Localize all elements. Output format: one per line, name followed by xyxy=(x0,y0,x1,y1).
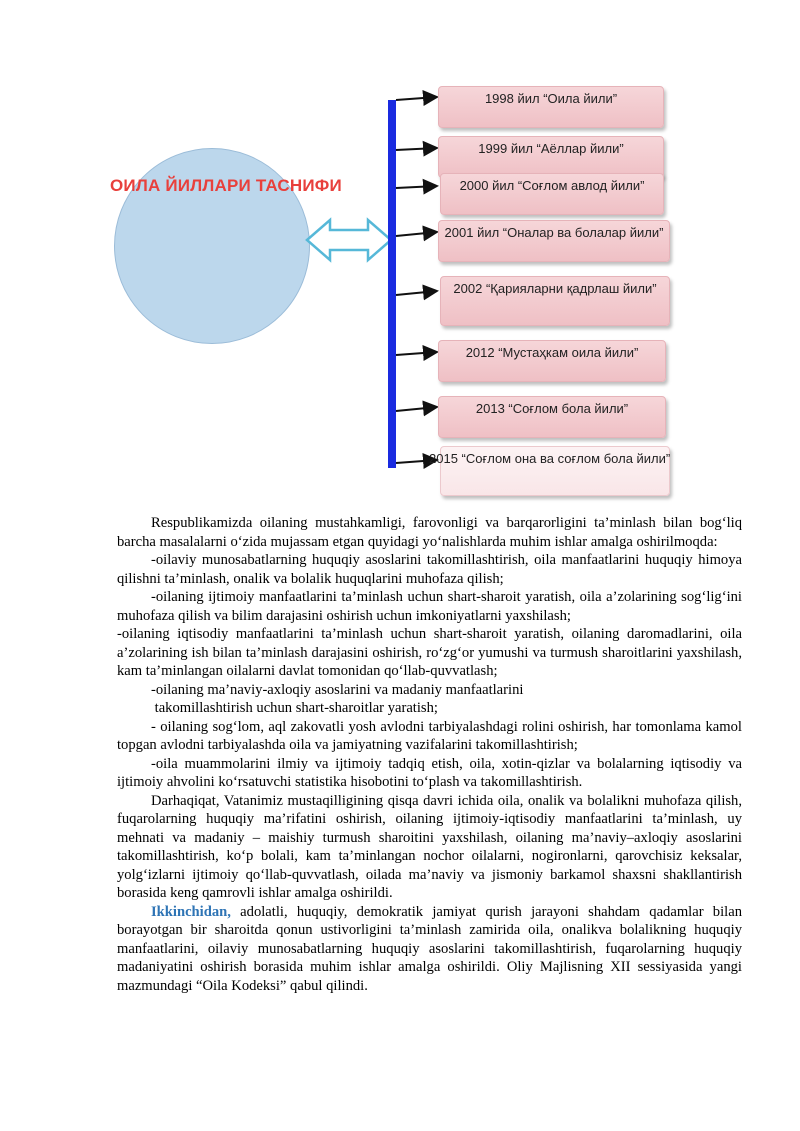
paragraph-item-3: -oilaning iqtisodiy manfaatlarini ta’minlash uchun shart-sharoit yaratish, oilaning daromadlarini, oila a’zolarining ish bilan ta’minlash darajasini oshirish, ro‘zg‘or yumushi va turmush sharoitlarini yaxshilash, kam ta’minlangan oilalarni davlat tomonidan qo‘llab-quvvatlash; xyxy=(117,626,742,679)
connector-arrow-5 xyxy=(396,291,437,295)
paragraph-item-1: -oilaviy munosabatlarning huquqiy asoslarini takomillashtirish, oila manfaatlarini huquqiy himoya qilishni ta’minlash, onalik va bolalik huquqlarini muhofaza qilish; xyxy=(117,552,742,587)
connector-arrow-7 xyxy=(396,407,437,411)
connector-arrow-1 xyxy=(396,97,437,100)
year-box-2001: 2001 йил “Оналар ва болалар йили” xyxy=(438,220,670,262)
year-box-2015 xyxy=(429,446,671,496)
year-box-2015-label: 2015 “Соғлом она ва соғлом бола йили” xyxy=(429,451,671,466)
connector-arrow-6 xyxy=(396,352,437,355)
paragraph-item-5: - oilaning sog‘lom, aql zakovatli yosh avlodni tarbiyalashdagi rolini oshirish, har tomonlama kamol topgan avlodni tarbiyalashda oila va jamiyatning vazifalarini takomillashtirish; xyxy=(117,718,742,753)
year-box-2000: 2000 йил “Соғлом авлод йили” xyxy=(440,173,664,215)
year-box-2002: 2002 “Қарияларни қадрлаш йили” xyxy=(440,276,670,326)
family-years-diagram xyxy=(0,0,800,500)
body-text xyxy=(117,514,742,995)
connector-arrow-3 xyxy=(396,186,437,188)
paragraph-item-6: -oila muammolarini ilmiy va ijtimoiy tadqiq etish, oila, xotin-qizlar va bolalarning iqtisodiy va ijtimoiy ahvolini ko‘rsatuvchi statistika hisobotini to‘plash va takomillashtirish. xyxy=(117,755,742,790)
paragraph-item-4a: -oilaning ma’naviy-axloqiy asoslarini va madaniy manfaatlarini xyxy=(151,681,524,698)
paragraph-item-4b: takomillashtirish uchun shart-sharoitlar yaratish; xyxy=(151,700,438,716)
connector-arrow-2 xyxy=(396,148,437,150)
paragraph-ikkinchidan xyxy=(117,903,742,996)
diagram-title: ОИЛА ЙИЛЛАРИ ТАСНИФИ xyxy=(110,176,342,195)
ikkinchidan-rest: adolatli, huquqiy, demokratik jamiyat qurish jarayoni shahdam qadamlar bilan borayotgan bir sharoitda qonun ustivorligini ta’minlash zamirida oila, onalikva bolalikning huquqiy manfaatlarini, oilaviy munosabatlarning huquqiy asoslarini takomillashtirish, fuqarolarning huquqiy madaniyatini oshirish borasida muhim ishlar amalga oshirildi. Oliy Majlisning XII sessiyasida yangi mazmundagi “Oila Kodeksi” qabul qilindi. xyxy=(117,903,742,994)
connector-arrow-4 xyxy=(396,232,437,236)
year-box-1999: 1999 йил “Аёллар йили” xyxy=(438,136,664,178)
vertical-bar xyxy=(388,100,396,468)
paragraph-item-2: -oilaning ijtimoiy manfaatlarini ta’minlash uchun shart-sharoit yaratish, oila a’zolarining sog‘lig‘ini muhofaza qilish va bilim darajasini oshirish uchun imkoniyatlarni yaxshilash; xyxy=(117,589,742,624)
ikkinchidan-lead: Ikkinchidan, xyxy=(151,903,231,920)
year-box-1998: 1998 йил “Оила йили” xyxy=(438,86,664,128)
paragraph-darhaqiqat: Darhaqiqat, Vatanimiz mustaqilligining qisqa davri ichida oila, onalik va bolalikni muhofaza qilish, fuqarolarning huquqiy ma’rifatini oshirish, oilaning ijtimoiy-iqtisodiy manfaatlarini ta’minlash, uy mehnati va madaniy – maishiy turmush sharoitini yaxshilash, oilaning ma’naviy–axloqiy asoslarini takomillashtirish, ko‘p bolali, kam ta’minlangan nochor oilalarni, nogironlarni, qarovchisiz keksalar, yolg‘izlarni ijtimoiy qo‘llab-quvvatlash, oilada ma’naviy va jismoniy barkamol shaxsni shakllantirish borasida keng qamrovli ishlar amalga oshirildi. xyxy=(117,792,742,901)
year-box-2012: 2012 “Мустаҳкам оила йили” xyxy=(438,340,666,382)
diagram-connectors xyxy=(0,0,800,500)
year-box-2013: 2013 “Соғлом бола йили” xyxy=(438,396,666,438)
paragraph-intro: Respublikamizda oilaning mustahkamligi, farovonligi va barqarorligini ta’minlash bilan bog‘liq barcha masalalarni o‘zida mujassam etgan quyidagi yo‘nalishlarda muhim ishlar amalga oshirilmoqda: xyxy=(117,515,742,550)
double-arrow-icon xyxy=(307,220,391,260)
